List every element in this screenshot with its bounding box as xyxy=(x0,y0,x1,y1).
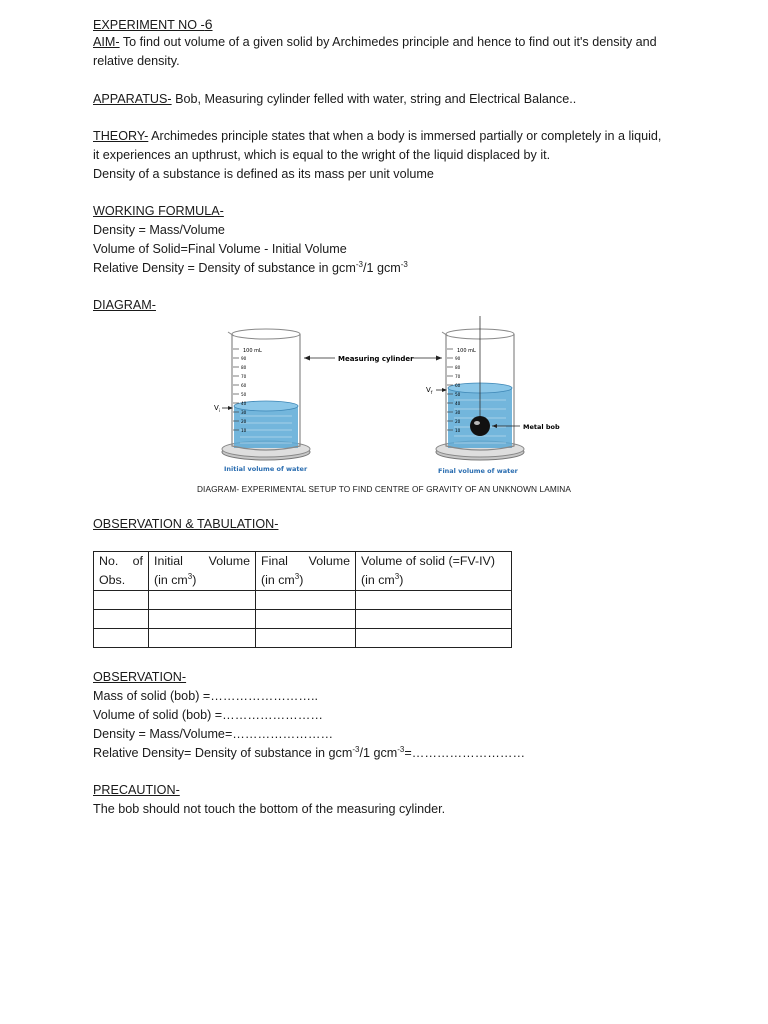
final-cylinder xyxy=(436,316,524,460)
header-cell-volume-of-solid: Volume of solid (=FV-IV) (in $cm^3$) xyxy=(356,552,512,591)
observation-table xyxy=(93,551,512,648)
header-cell-final-volume: Final Volume (in $cm^3$) xyxy=(256,552,356,591)
scale-tick-label: 20 xyxy=(241,419,247,424)
observation-volume: Volume of solid (bob) =…………………… xyxy=(93,708,323,722)
aim-line-1: AIM- To find out volume of a given solid by Archimedes principle and hence to find out it's density and xyxy=(93,35,657,49)
theory-line-1: THEORY- Archimedes principle states that when a body is immersed partially or completely in a liquid, xyxy=(93,129,662,143)
scale-tick-label: 80 xyxy=(241,365,247,370)
scale-tick-label: 10 xyxy=(241,428,247,433)
vi-label: $V_i$ xyxy=(214,404,221,414)
observation-heading: OBSERVATION- xyxy=(93,670,187,684)
ml-label-right: 100 mL xyxy=(457,348,476,354)
precaution-text: The bob should not touch the bottom of the measuring cylinder. xyxy=(93,802,446,816)
scale-tick-label: 50 xyxy=(241,392,247,397)
table-header-row xyxy=(94,552,512,591)
observation-density: Density = Mass/Volume=…………………… xyxy=(93,727,334,741)
scale-tick-label: 90 xyxy=(241,356,247,361)
aim-line-2: relative density. xyxy=(93,54,180,68)
formula-line-1: Density = Mass/Volume xyxy=(93,223,225,237)
diagram-caption: DIAGRAM- EXPERIMENTAL SETUP TO FIND CENTRE OF GRAVITY OF AN UNKNOWN LAMINA xyxy=(196,484,572,494)
archimedes-diagram xyxy=(200,312,580,480)
apparatus-line: APPARATUS- Bob, Measuring cylinder felled with water, string and Electrical Balance.. xyxy=(93,92,577,106)
header-cell-initial-volume: Initial Volume (in $cm^3$) xyxy=(149,552,256,591)
scale-tick-label: 10 xyxy=(455,428,461,433)
formula-line-2: Volume of Solid=Final Volume - Initial Volume xyxy=(93,242,347,256)
scale-tick-label: 30 xyxy=(455,410,461,415)
metal-bob-label: Metal bob xyxy=(523,423,560,431)
initial-cylinder xyxy=(222,329,310,460)
scale-tick-label: 70 xyxy=(241,374,247,379)
initial-volume-label: Initial volume of water xyxy=(224,465,308,473)
formula-heading: WORKING FORMULA- xyxy=(93,204,224,218)
scale-tick-label: 40 xyxy=(241,401,247,406)
scale-tick-label: 70 xyxy=(455,374,461,379)
scale-tick-label: 40 xyxy=(455,401,461,406)
measuring-cylinder-label: Measuring cylinder xyxy=(338,355,414,363)
vf-label: $V_f$ xyxy=(426,386,433,396)
header-cell-no-of-obs: No. of Obs. xyxy=(94,552,149,591)
scale-tick-label: 60 xyxy=(241,383,247,388)
metal-bob xyxy=(470,416,490,436)
table-row xyxy=(94,629,512,648)
diagram-heading: DIAGRAM- xyxy=(93,298,156,312)
theory-line-3: Density of a substance is defined as its mass per unit volume xyxy=(93,167,434,181)
theory-line-2: it experiences an upthrust, which is equal to the wright of the liquid displaced by it. xyxy=(93,148,551,162)
formula-line-3: Relative Density = Density of substance in gcm$^{-3}$/1 gcm$^{-3}$ xyxy=(93,259,408,275)
tabulation-heading: OBSERVATION & TABULATION- xyxy=(93,517,279,531)
scale-tick-label: 90 xyxy=(455,356,461,361)
scale-tick-label: 60 xyxy=(455,383,461,388)
precaution-heading: PRECAUTION- xyxy=(93,783,180,797)
observation-mass: Mass of solid (bob) =…………………….. xyxy=(93,689,318,703)
table-row xyxy=(94,610,512,629)
scale-tick-label: 50 xyxy=(455,392,461,397)
table-row xyxy=(94,591,512,610)
scale-tick-label: 80 xyxy=(455,365,461,370)
final-volume-label: Final volume of water xyxy=(438,467,518,475)
observation-relative-density: Relative Density= Density of substance in gcm$^{-3}$/1 gcm$^{-3}$=……………………… xyxy=(93,744,526,760)
scale-tick-label: 20 xyxy=(455,419,461,424)
ml-label-left: 100 mL xyxy=(243,348,262,354)
experiment-title: EXPERIMENT NO -6 xyxy=(93,16,213,32)
scale-tick-label: 30 xyxy=(241,410,247,415)
